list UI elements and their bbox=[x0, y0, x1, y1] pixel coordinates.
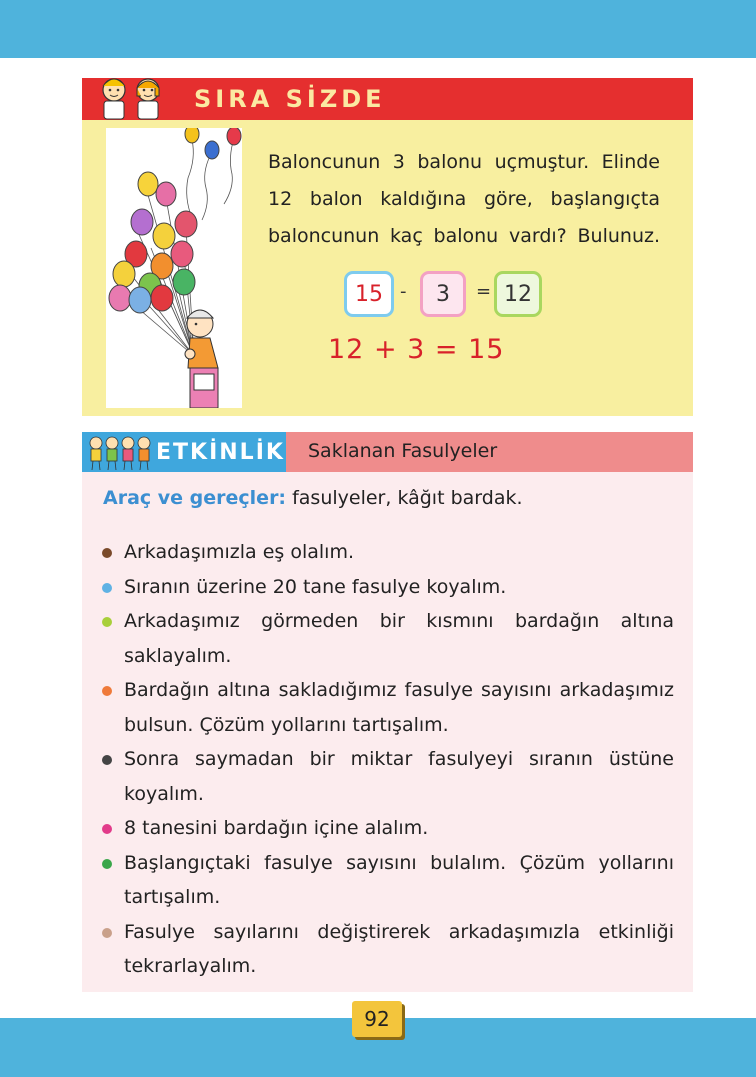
problem-text bbox=[268, 144, 660, 255]
balloon-seller-illustration bbox=[106, 128, 242, 408]
list-item bbox=[102, 811, 674, 846]
equation-row bbox=[344, 271, 644, 315]
etkinlik-header bbox=[82, 432, 286, 472]
number-box-second: 3 bbox=[420, 271, 466, 317]
step-text: Sıranın üzerine 20 tane fasulye koyalım. bbox=[124, 575, 507, 598]
bullet-dot-icon bbox=[102, 686, 112, 696]
problem-line: baloncunun kaç balonu vardı? Bulunuz. bbox=[268, 225, 660, 247]
step-text: 8 tanesini bardağın içine alalım. bbox=[124, 817, 429, 839]
sira-sizde-title: SIRA SİZDE bbox=[194, 85, 386, 113]
etkinlik-title: ETKİNLİK bbox=[156, 440, 285, 465]
equals-sign: = bbox=[476, 281, 492, 302]
list-item bbox=[102, 604, 674, 673]
list-item bbox=[102, 535, 674, 570]
list-item bbox=[102, 673, 674, 742]
bullet-dot-icon bbox=[102, 755, 112, 765]
tools-line bbox=[103, 487, 523, 509]
handwritten-answer: 12 + 3 = 15 bbox=[328, 334, 505, 365]
list-item bbox=[102, 915, 674, 984]
step-text: Arkadaşımız görmeden bir kısmını bardağın altına saklayalım. bbox=[124, 610, 674, 667]
number-box-result: 12 bbox=[494, 271, 542, 317]
step-text: Fasulye sayılarını değiştirerek arkadaşımızla etkinliği tekrarlayalım. bbox=[124, 920, 674, 977]
step-text: Bardağın altına sakladığımız fasulye sayısını arkadaşımız bulsun. Çözüm yollarını tartışalım. bbox=[124, 679, 674, 736]
top-color-band bbox=[0, 0, 756, 58]
bullet-dot-icon bbox=[102, 583, 112, 593]
step-text: Arkadaşımızla eş olalım. bbox=[124, 541, 355, 563]
problem-line: Baloncunun 3 balonu uçmuştur. Elinde bbox=[268, 151, 660, 173]
list-item bbox=[102, 846, 674, 915]
sira-sizde-box bbox=[82, 78, 693, 416]
bullet-dot-icon bbox=[102, 824, 112, 834]
etkinlik-box bbox=[82, 432, 693, 992]
list-item bbox=[102, 570, 674, 605]
balloon-seller-image bbox=[106, 128, 242, 408]
sira-sizde-header bbox=[82, 78, 693, 120]
tools-label: Araç ve gereçler: bbox=[103, 487, 287, 509]
etkinlik-subtitle: Saklanan Fasulyeler bbox=[308, 440, 498, 462]
bullet-dot-icon bbox=[102, 617, 112, 627]
bullet-dot-icon bbox=[102, 928, 112, 938]
number-box-first: 15 bbox=[344, 271, 394, 317]
page-number: 92 bbox=[352, 1001, 402, 1037]
bullet-dot-icon bbox=[102, 548, 112, 558]
tools-value: fasulyeler, kâğıt bardak. bbox=[292, 487, 523, 509]
step-text: Başlangıçtaki fasulye sayısını bulalım. Çözüm yollarını tartışalım. bbox=[124, 851, 674, 908]
minus-sign: - bbox=[400, 281, 407, 302]
two-kids-icon bbox=[92, 74, 170, 122]
problem-line: 12 balon kaldığına göre, başlangıçta bbox=[268, 188, 660, 210]
activity-steps-list bbox=[102, 535, 674, 984]
list-item bbox=[102, 742, 674, 811]
bullet-dot-icon bbox=[102, 859, 112, 869]
etkinlik-subtitle-bar bbox=[286, 432, 693, 472]
kids-group-icon bbox=[86, 434, 154, 472]
step-text: Sonra saymadan bir miktar fasulyeyi sıranın üstüne koyalım. bbox=[124, 748, 674, 805]
